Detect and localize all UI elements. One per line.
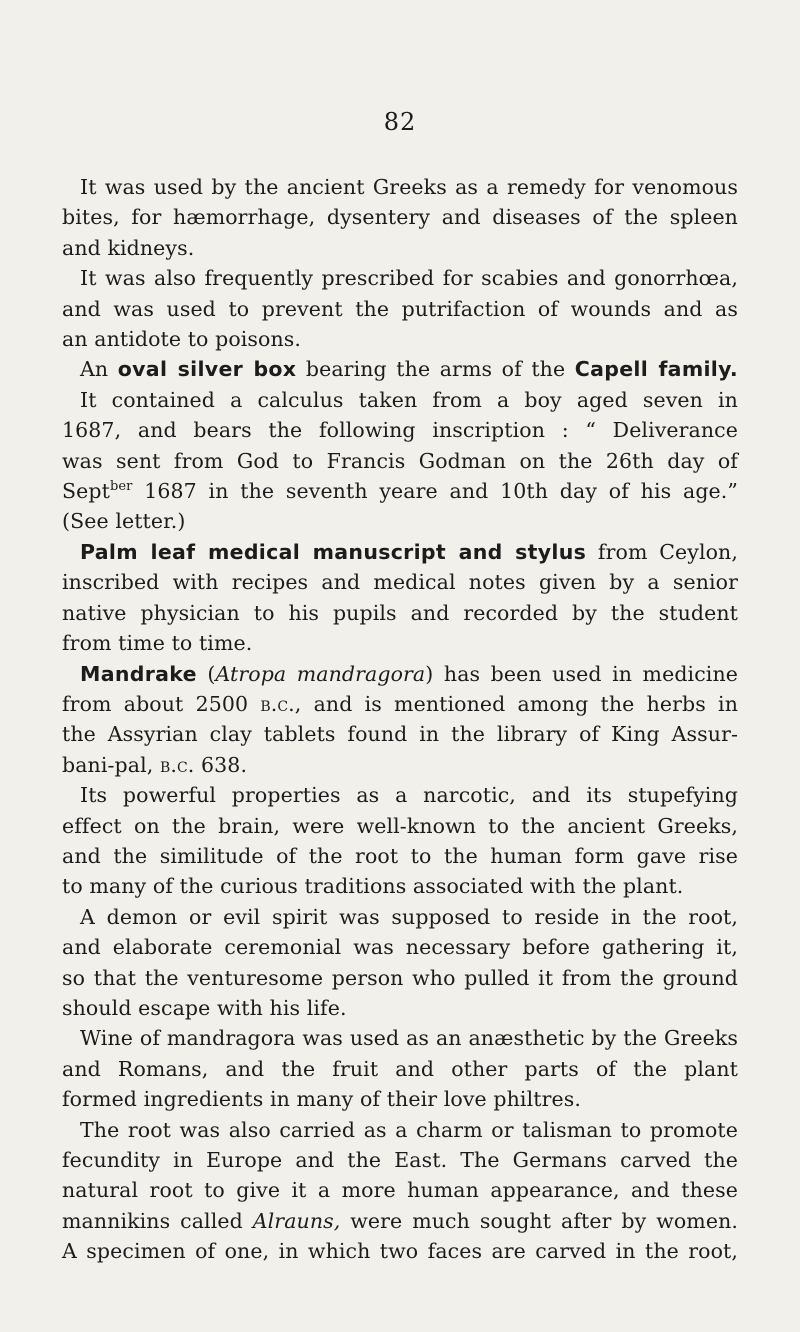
text-line: The root was also carried as a charm or talisman to promote: [80, 1117, 738, 1142]
text-line: an antidote to poisons.: [62, 327, 302, 352]
text-line: so that the venturesome person who pulled it from the ground: [62, 965, 738, 990]
text-line: A demon or evil spirit was supposed to reside in the root,: [80, 904, 738, 929]
text-line-mandrake: [62, 659, 738, 689]
heading-palm-leaf-manuscript: Palm leaf medical manuscript and stylus: [80, 539, 587, 564]
text-line: inscribed with recipes and medical notes given by a senior: [62, 570, 738, 595]
text-line: the Assyrian clay tablets found in the library of King Assur-: [62, 722, 738, 747]
text-line: formed ingredients in many of their love philtres.: [62, 1087, 581, 1112]
page-number: 82: [383, 108, 417, 136]
era-abbreviation: b.c.: [159, 752, 195, 777]
text-line: Its powerful properties as a narcotic, and its stupefying: [80, 783, 738, 808]
text-run: from about 2500: [62, 691, 261, 716]
text-run: 638.: [194, 752, 248, 777]
superscript: ber: [109, 479, 133, 495]
text-run: ) has been used in medicine: [425, 661, 738, 686]
text-line: [62, 689, 738, 719]
text-line: to many of the curious traditions associated with the plant.: [62, 874, 684, 899]
text-run: (: [196, 661, 216, 686]
alrauns-term: Alrauns,: [252, 1208, 341, 1233]
heading-capell-family: Capell family.: [574, 357, 738, 382]
text-line: It was also frequently prescribed for scabies and gonorrhœa,: [80, 266, 738, 291]
heading-mandrake: Mandrake: [80, 661, 197, 686]
text-run: , and is mentioned among the herbs in: [294, 691, 738, 716]
text-line: was sent from God to Francis Godman on the 26th day of: [62, 448, 738, 473]
text-line: and kidneys.: [62, 235, 195, 260]
text-line: and was used to prevent the putrifaction of wounds and as: [62, 296, 738, 321]
text-line-capell: [62, 354, 738, 384]
text-run: bani-pal,: [62, 752, 160, 777]
text-line: It contained a calculus taken from a boy aged seven in: [80, 387, 738, 412]
text-run: were much sought after by women.: [340, 1208, 738, 1233]
text-line: [62, 750, 738, 780]
text-line: It was used by the ancient Greeks as a remedy for venomous: [80, 175, 738, 199]
text-run: bearing the arms of the: [296, 357, 575, 382]
text-line: natural root to give it a more human appearance, and these: [62, 1178, 738, 1203]
text-line: Wine of mandragora was used as an anæsthetic by the Greeks: [80, 1026, 738, 1051]
text-line: (See letter.): [62, 509, 186, 534]
text-run: from Ceylon,: [586, 539, 738, 564]
text-run: An: [80, 357, 118, 382]
text-run: 1687 in the seventh yeare and 10th day of his age.”: [132, 479, 738, 504]
text-line: A specimen of one, in which two faces are carved in the root,: [62, 1239, 738, 1264]
text-line: fecundity in Europe and the East. The Germans carved the: [62, 1148, 738, 1172]
text-run: mannikins called: [62, 1208, 253, 1233]
text-run: Sept: [62, 479, 110, 504]
text-line: bites, for hæmorrhage, dysentery and diseases of the spleen: [62, 205, 738, 230]
text-line-alrauns: [62, 1206, 738, 1236]
text-line: should escape with his life.: [62, 995, 347, 1020]
text-line-inscription-date: [62, 476, 738, 506]
text-line-palm-leaf: [62, 537, 738, 567]
text-line: effect on the brain, were well-known to the ancient Greeks,: [62, 813, 738, 838]
latin-name: Atropa mandragora: [215, 661, 426, 686]
text-line: and Romans, and the fruit and other parts of the plant: [62, 1056, 738, 1081]
text-line: and the similitude of the root to the human form gave rise: [62, 843, 738, 868]
text-line: native physician to his pupils and recorded by the student: [62, 600, 738, 625]
era-abbreviation: b.c.: [260, 691, 295, 716]
heading-oval-silver-box: oval silver box: [117, 357, 297, 382]
text-line: from time to time.: [62, 631, 253, 656]
text-line: 1687, and bears the following inscription : “ Deliverance: [62, 418, 738, 443]
body-text: [62, 172, 738, 1267]
text-line: and elaborate ceremonial was necessary before gathering it,: [62, 935, 738, 960]
